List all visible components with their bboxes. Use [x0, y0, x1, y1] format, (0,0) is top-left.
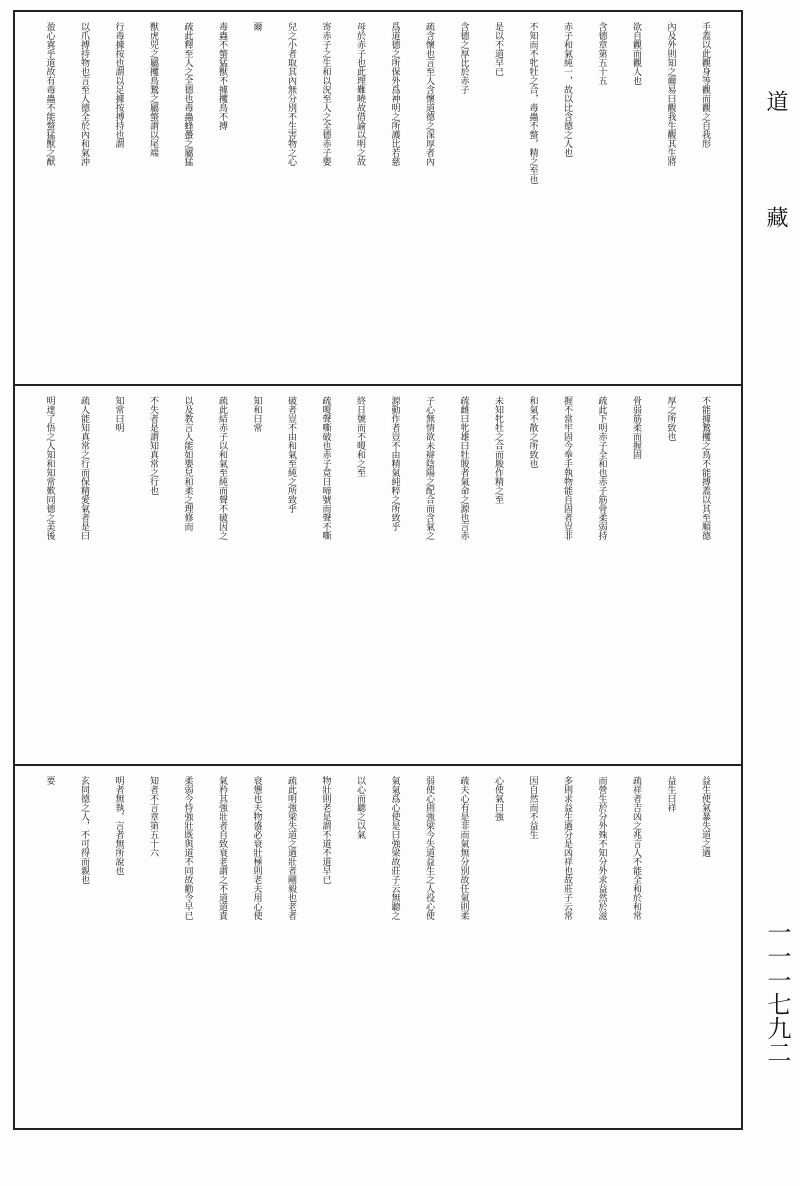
- text-column: 以心而聽之以氣: [355, 776, 365, 839]
- text-column: 盈心寘乎道故有毒蟲不能螫猛獸之猷: [44, 22, 55, 166]
- text-column: 氣氣爲心使是曰強梁故莊子云無聽之: [389, 776, 400, 920]
- text-column: 子心無情欲未辯陰陽之配合而含氣之: [424, 396, 434, 540]
- text-column: 因自然而不益生: [527, 776, 538, 839]
- text-column: 不知而不牝牡之合，毒蟲不螫，精之至也: [527, 22, 538, 184]
- text-column: 行毒據按也謂以足據按搏持也謂: [113, 22, 124, 148]
- text-column: 疏此明強梁失道之過壯者剛毅也老者: [286, 776, 296, 920]
- text-column: 兒之小者取其內無分別不生害物之心: [286, 22, 296, 166]
- text-column: 源動作者豈不由精氣純粹之所致乎: [389, 396, 400, 531]
- text-column: 知常曰明: [113, 396, 124, 432]
- text-panel-top: [33, 22, 723, 374]
- text-column: 含德章第五十五: [596, 22, 607, 85]
- text-panel-middle: [33, 396, 723, 754]
- collection-title: 道 藏: [763, 90, 788, 264]
- page-frame: [13, 10, 743, 1130]
- text-column: 獸虎兕之屬攫鳥鷙之屬螫謂以尾端: [148, 22, 158, 157]
- text-column: 疏此釋至人之全德也毒蟲蜂蠆之屬猛: [182, 22, 193, 166]
- text-column: 明者無執，言者無所說也: [113, 776, 124, 875]
- text-column: 厚之所致也: [665, 396, 676, 441]
- text-column: 爾: [251, 22, 262, 31]
- text-column: 內及外則知之爾易曰觀我生觀其生將: [665, 22, 676, 166]
- page-number: 一一一七九二: [763, 920, 791, 1064]
- text-column: 以爪搏持物也言至人德全於內和氣沖: [79, 22, 89, 166]
- text-column: 赤子和氣純一，故以比含德之人也: [562, 22, 572, 157]
- text-column: 弱使心則強梁今失道益生之人役心使: [424, 776, 434, 920]
- text-column: 疏祥者吉凶之兆言人不能全和於和常: [631, 776, 641, 920]
- text-column: 而營生於分外殊不知分外求益然於滋: [596, 776, 607, 920]
- text-column: 母於赤子也此理難曉故借諭以明之故: [355, 22, 365, 166]
- text-column: 爲道德之所保外爲神明之所護比若慈: [389, 22, 400, 166]
- text-column: 玄同德之人，不可得而親也: [79, 776, 89, 884]
- text-column: 氣矜其強壯者自致衰老謂之不道道貴: [217, 776, 227, 920]
- text-column: 柔弱今恃強壯既與道不同故勸令早已: [182, 776, 193, 920]
- text-column: 握不當牢固今拳手執物能自固者豈非: [562, 396, 572, 540]
- text-column: 疏嗄聲嘶破也赤子竟日啼號而聲不嘶: [320, 396, 331, 540]
- text-column: 疏此下明赤子全和也赤子筋骨柔弱持: [596, 396, 607, 540]
- text-column: 知者不言章第五十六: [148, 776, 158, 857]
- text-column: 多則求益生過分是凶祥也故莊子云常: [562, 776, 572, 920]
- text-column: 含德之厚比於赤子: [458, 22, 469, 94]
- text-column: 疏雌曰牝雄曰牡朘者氣命之源也言赤: [458, 396, 469, 540]
- text-column: 未知牝牡之合而朘作精之至: [493, 396, 503, 504]
- text-column: 疏此結赤子以和氣至純而聲不破因之: [217, 396, 227, 540]
- text-column: 不失者是謂知真常之行也: [148, 396, 158, 495]
- text-column: 骨弱筋柔而握固: [631, 396, 641, 459]
- panel-divider-2: [15, 764, 741, 766]
- text-column: 不能據鷙攫之鳥不能搏蓋以其至順德: [700, 396, 710, 540]
- text-column: 終日號而不嗄和之至: [355, 396, 365, 477]
- text-column: 疏夫心有是非而氣無分別故任氣則柔: [458, 776, 469, 920]
- text-column: 知和曰常: [251, 396, 262, 432]
- text-column: 毒蟲不螫猛獸不據攫鳥不搏: [217, 22, 227, 130]
- text-column: 疏人能知真常之行而保精愛氣者是曰: [79, 396, 89, 540]
- text-column: 心使氣曰強: [493, 776, 503, 821]
- text-column: 手蓋以此觀身等觀而觀之自我形: [700, 22, 710, 148]
- text-column: 和氣不散之所致也: [527, 396, 538, 468]
- text-column: 欲自觀而觀人也: [631, 22, 641, 85]
- text-column: 益生曰祥: [665, 776, 676, 812]
- text-column: 益生使氣暴失道之過: [700, 776, 710, 857]
- text-column: 以及教言人能如嬰兒和柔之理修而: [182, 396, 193, 531]
- panel-divider-1: [15, 384, 741, 386]
- text-column: 明達了悟之人知和知常歎同德之美後: [44, 396, 55, 540]
- text-column: 破者豈不由和氣至純之所致乎: [286, 396, 296, 513]
- text-column: 衰憊也夫物盛必衰壯極則老夫用心使: [251, 776, 262, 920]
- text-column: 要: [44, 776, 55, 785]
- text-column: 寄赤子之生和以況至人之全德赤子嬰: [320, 22, 331, 166]
- text-panel-bottom: [33, 776, 723, 1122]
- text-column: 物壯則老是謂不道不道早已: [320, 776, 331, 884]
- text-column: 疏含懷也言至人含懷道德之深厚者內: [424, 22, 434, 166]
- text-column: 是以不道早已: [493, 22, 503, 76]
